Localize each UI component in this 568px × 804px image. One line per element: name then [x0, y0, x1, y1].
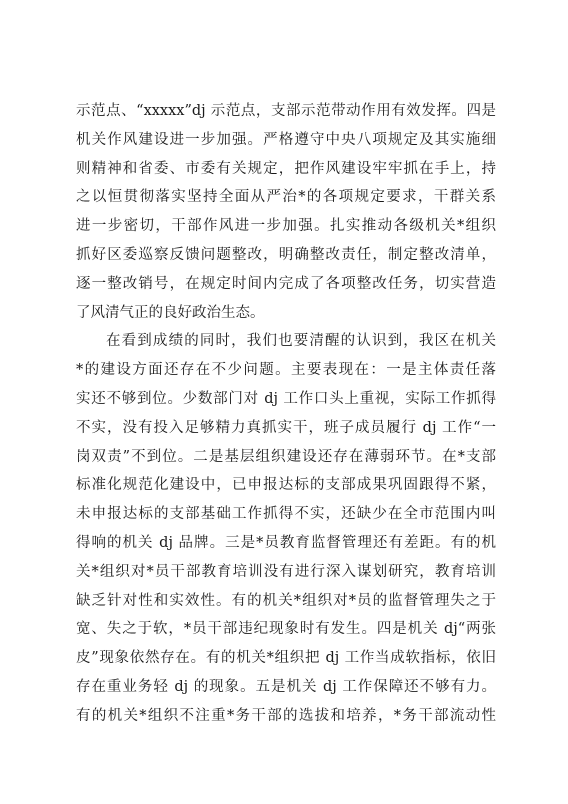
text-line-indented: 在看到成绩的同时，我们也要清醒的认识到，我区在机关: [106, 333, 496, 350]
text-line: 关*组织对*员干部教育培训没有进行深入谋划研究，教育培训: [76, 563, 496, 580]
document-body: [76, 97, 496, 731]
text-line: 缺乏针对性和实效性。有的机关*组织对*员的监督管理失之于: [76, 592, 496, 609]
text-line: 抓好区委巡察反馈问题整改，明确整改责任，制定整改清单，: [76, 246, 496, 263]
text-line: 实还不够到位。少数部门对 dj 工作口头上重视，实际工作抓得: [76, 390, 496, 407]
text-line: 进一步密切，干部作风进一步加强。扎实推动各级机关*组织: [76, 218, 496, 235]
text-line: 未申报达标的支部基础工作抓得不实，还缺少在全市范围内叫: [76, 506, 496, 523]
text-line: 岗双责”不到位。二是基层组织建设还存在薄弱环节。在*支部: [76, 448, 496, 465]
text-line: 逐一整改销号，在规定时间内完成了各项整改任务，切实营造: [76, 275, 496, 292]
text-line: 示范点、“xxxxx”dj 示范点，支部示范带动作用有效发挥。四是: [76, 103, 496, 119]
text-line: 宽、失之于软，*员干部违纪现象时有发生。四是机关 dj“两张: [76, 621, 496, 638]
text-line: 之以恒贯彻落实坚持全面从严治*的各项规定要求，干群关系: [76, 189, 496, 206]
text-line: 机关作风建设进一步加强。严格遵守中央八项规定及其实施细: [76, 131, 496, 148]
text-line: 得响的机关 dj 品牌。三是*员教育监督管理还有差距。有的机: [76, 534, 496, 551]
text-line: 存在重业务轻 dj 的现象。五是机关 dj 工作保障还不够有力。: [76, 678, 496, 695]
text-line: 不实，没有投入足够精力真抓实干，班子成员履行 dj 工作“一: [76, 419, 496, 436]
text-line: 有的机关*组织不注重*务干部的选拔和培养，*务干部流动性: [76, 707, 496, 724]
text-line: *的建设方面还存在不少问题。主要表现在：一是主体责任落: [76, 362, 496, 379]
text-line: 则精神和省委、市委有关规定，把作风建设牢牢抓在手上，持: [76, 160, 496, 177]
text-line: 了风清气正的良好政治生态。: [76, 304, 265, 321]
text-line: 皮”现象依然存在。有的机关*组织把 dj 工作当成软指标，依旧: [76, 650, 496, 667]
text-line: 标准化规范化建设中，已申报达标的支部成果巩固跟得不紧，: [76, 477, 496, 494]
